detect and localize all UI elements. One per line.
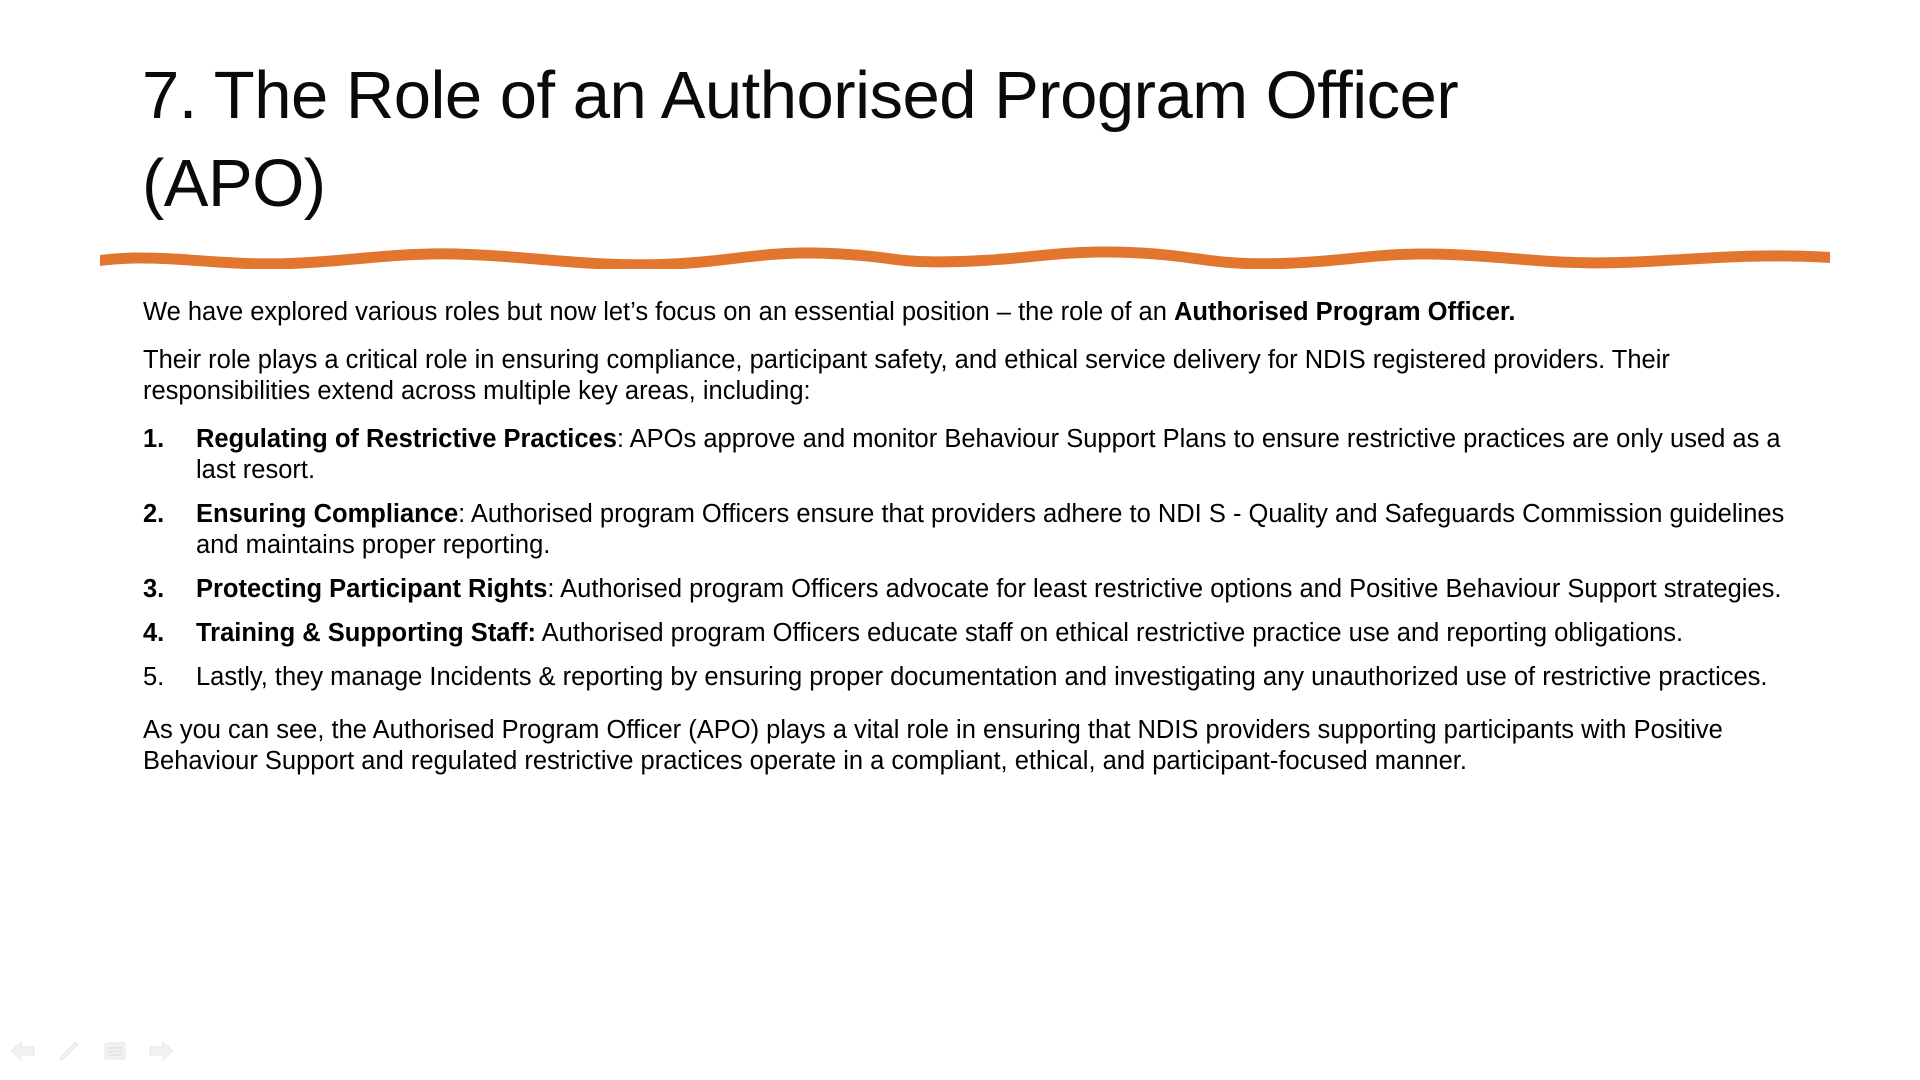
list-item-lead: Protecting Participant Rights	[196, 575, 548, 603]
list-item-lead: Training & Supporting Staff:	[196, 619, 536, 647]
list-item-number: 2.	[143, 500, 165, 528]
list-item-number: 5.	[143, 663, 165, 691]
slide-toolbar[interactable]	[8, 1034, 176, 1068]
intro-text-lead: We have explored various roles but now let’s focus on an essential position – the role of an	[143, 298, 1175, 326]
list-item-text: : APOs approve and monitor Behaviour Support Plans to ensure restrictive practices are only used as a last resort.	[196, 425, 1781, 484]
back-arrow-icon[interactable]	[8, 1036, 38, 1066]
closing-paragraph: As you can see, the Authorised Program Officer (APO) plays a vital role in ensuring that NDIS providers supporting participants with Positive Behaviour Support and regulated restrictive practices operate in a compliant, ethical, and participant-focused manner.	[143, 716, 1723, 775]
intro-paragraph	[143, 297, 1803, 328]
list-item	[143, 662, 1803, 693]
list-item	[143, 574, 1803, 605]
pen-icon[interactable]	[54, 1036, 84, 1066]
intro-bold-role: Authorised Program Officer.	[1174, 298, 1516, 326]
lead-paragraph: Their role plays a critical role in ensuring compliance, participant safety, and ethical service delivery for NDIS registered providers. Their responsibilities extend across multiple key areas, including:	[143, 346, 1670, 405]
list-item-text: Authorised program Officers educate staff on ethical restrictive practice use and reporting obligations.	[535, 619, 1684, 647]
accent-wavy-divider	[100, 243, 1830, 269]
list-item-number: 4.	[143, 619, 165, 647]
title-block	[142, 52, 1602, 228]
forward-arrow-icon[interactable]	[146, 1036, 176, 1066]
body-content	[143, 297, 1803, 777]
menu-icon[interactable]	[100, 1036, 130, 1066]
list-item	[143, 424, 1803, 486]
list-item-number: 1.	[143, 425, 165, 453]
list-item-lead: Regulating of Restrictive Practices	[196, 425, 617, 453]
list-item	[143, 499, 1803, 561]
list-item	[143, 618, 1803, 649]
responsibilities-list	[143, 424, 1803, 693]
page-title: 7. The Role of an Authorised Program Officer (APO)	[142, 58, 1477, 221]
list-item-text: Lastly, they manage Incidents & reporting by ensuring proper documentation and investigating any unauthorized use of restrictive practices.	[196, 663, 1768, 691]
list-item-number: 3.	[143, 575, 165, 603]
list-item-text: : Authorised program Officers advocate for least restrictive options and Positive Behaviour Support strategies.	[547, 575, 1782, 603]
list-item-lead: Ensuring Compliance	[196, 500, 459, 528]
list-item-text: : Authorised program Officers ensure that providers adhere to NDI S - Quality and Safeguards Commission guidelines and maintains proper reporting.	[196, 500, 1785, 559]
